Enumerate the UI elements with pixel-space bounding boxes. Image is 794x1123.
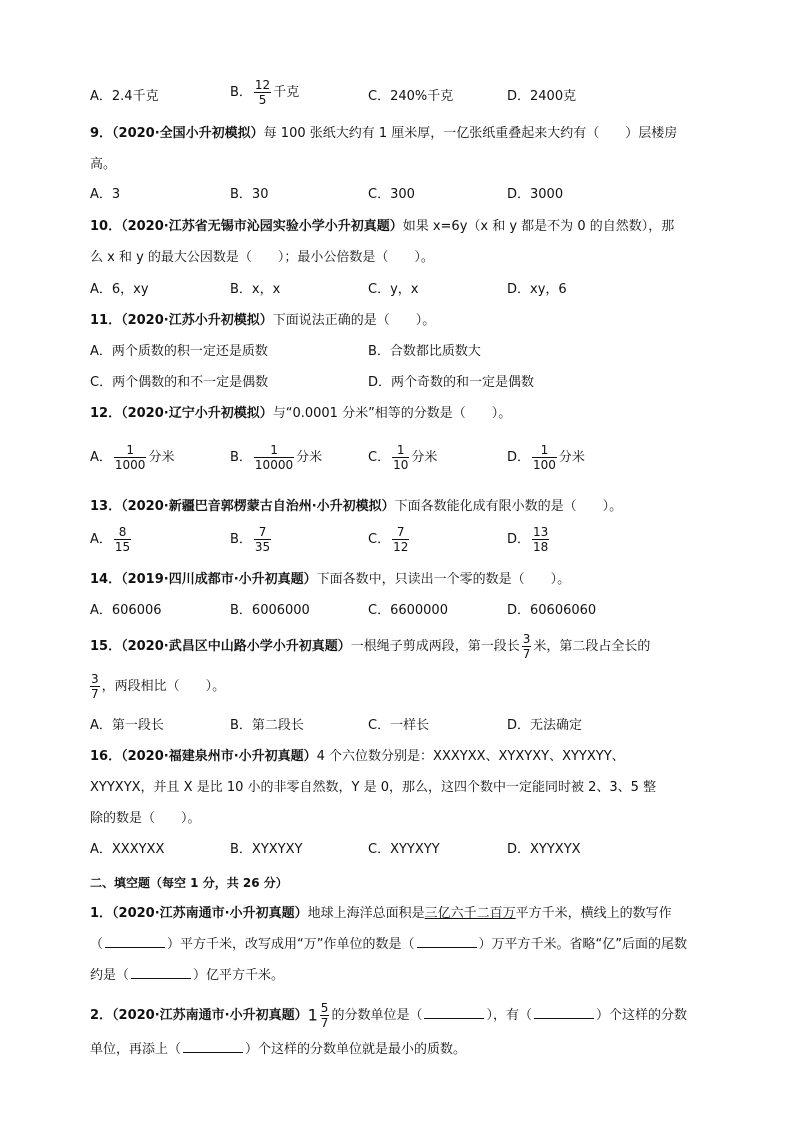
q16-stem-line1 <box>90 747 625 767</box>
f1-stem-text3a: 约是（ <box>90 968 130 983</box>
q10-option-a: A．6，xy <box>90 282 149 297</box>
q13-a-numerator: 8 <box>114 525 131 540</box>
q12-c-denominator: 10 <box>393 458 409 472</box>
q12-c-numerator: 1 <box>392 443 409 458</box>
q14-option-d: D．60606060 <box>507 603 597 618</box>
f2-mixed-number <box>308 1001 332 1030</box>
q15-option-d: D．无法确定 <box>507 718 583 733</box>
q10-option-d: D．xy，6 <box>507 282 567 297</box>
q16-stem-text1: 4 个六位数分别是：XXXYXX、XYXYXY、XYYXYY、 <box>316 749 625 764</box>
q8-option-b-unit: 千克 <box>273 85 300 100</box>
q15-stem-text2: ，两段相比（ ）。 <box>101 679 226 694</box>
q12-option-c <box>368 443 437 472</box>
q8-option-b-letter: B． <box>230 85 252 100</box>
f2-fraction <box>320 1001 330 1030</box>
q12-option-a-letter: A． <box>90 450 112 465</box>
q11-option-d: D．两个奇数的和一定是偶数 <box>368 375 535 390</box>
q15-first-numerator: 3 <box>522 632 531 646</box>
q12-stem-text: 与“0.0001 分米”相等的分数是（ ）。 <box>272 406 512 421</box>
q14-number: 14． <box>90 572 122 587</box>
f2-stem-text1c: ）个这样的分数 <box>595 1008 687 1023</box>
q16-source: （2020·福建泉州市·小升初真题） <box>121 749 317 764</box>
q12-option-b-fraction <box>254 443 294 472</box>
q9-stem-text1: 每 100 张纸大约有 1 厘米厚，一亿张纸重叠起来大约有（ ）层楼房 <box>263 126 678 141</box>
q16-option-b: B．XYXYXY <box>230 842 303 857</box>
q8-option-a: A．2.4千克 <box>90 89 159 104</box>
q15-stem-text1b: 米，第二段占全长的 <box>533 639 651 654</box>
q12-option-d-unit: 分米 <box>558 450 585 465</box>
q11-number: 11． <box>90 313 122 328</box>
q15-option-c: C．一样长 <box>368 718 430 733</box>
q11-stem-text: 下面说法正确的是（ ）。 <box>272 313 436 328</box>
q12-d-denominator: 100 <box>533 458 556 472</box>
q9-stem-line1 <box>90 124 677 144</box>
f1-stem-text2b: ）平方千米，改写成用“万”作单位的数是（ <box>167 937 415 952</box>
f1-stem-text1a: 地球上海洋总面积是 <box>307 906 425 921</box>
q16-number: 16． <box>90 749 122 764</box>
q14-option-b: B．6006000 <box>230 603 310 618</box>
q11-option-a: A．两个质数的积一定还是质数 <box>90 344 268 359</box>
q12-option-d-letter: D． <box>507 450 531 465</box>
q15-stem-line1 <box>90 632 650 661</box>
q8-option-d: D．2400克 <box>507 89 577 104</box>
q13-option-d-letter: D． <box>507 532 531 547</box>
f2-blank-3[interactable] <box>183 1040 243 1053</box>
q12-number: 12． <box>90 406 122 421</box>
q15-second-numerator: 3 <box>91 672 99 686</box>
q12-source: （2020·辽宁小升初模拟） <box>121 406 273 421</box>
q13-b-denominator: 35 <box>254 540 271 554</box>
q10-source: （2020·江苏省无锡市沁园实验小学小升初真题） <box>121 219 403 234</box>
q11-stem <box>90 311 435 331</box>
f1-stem-line2 <box>90 935 687 955</box>
f1-blank-3[interactable] <box>131 966 191 979</box>
q15-stem-text1a: 一根绳子剪成两段，第一段长 <box>350 639 520 654</box>
q13-d-denominator: 18 <box>533 540 549 554</box>
q13-option-a <box>90 525 133 554</box>
q16-option-a: A．XXXYXX <box>90 842 165 857</box>
f1-number: 1． <box>90 906 113 921</box>
q13-stem-text: 下面各数能化成有限小数的是（ ）。 <box>394 499 623 514</box>
q15-source: （2020·武昌区中山路小学小升初真题） <box>121 639 351 654</box>
q9-source: （2020·全国小升初模拟） <box>112 126 264 141</box>
q8-option-b <box>230 78 299 107</box>
q13-option-c <box>368 525 411 554</box>
q13-option-c-letter: C． <box>368 532 391 547</box>
q13-c-denominator: 12 <box>393 540 409 554</box>
f1-blank-1[interactable] <box>105 935 165 948</box>
q8-option-c: C．240%千克 <box>368 89 454 104</box>
q12-option-a <box>90 443 174 472</box>
f2-stem-text1a: 的分数单位是（ <box>331 1008 423 1023</box>
q14-option-a: A．606006 <box>90 603 162 618</box>
f1-stem-text2a: （ <box>90 937 104 952</box>
q16-stem-line2: XYYXYX，并且 X 是比 10 小的非零自然数，Y 是 0，那么，这四个数中一定能同时被 2、3、5 整 <box>90 780 657 795</box>
f2-stem-line1 <box>90 1001 687 1030</box>
f1-stem-line3 <box>90 966 284 986</box>
q13-source: （2020·新疆巴音郭楞蒙古自治州·小升初模拟） <box>121 499 395 514</box>
f1-stem-text1b: 平方千米，横线上的数写作 <box>515 906 672 921</box>
q12-b-denominator: 10000 <box>254 458 294 472</box>
q12-a-numerator: 1 <box>114 443 147 458</box>
q9-option-c: C．300 <box>368 187 415 202</box>
f2-numerator: 5 <box>320 1001 329 1015</box>
q12-option-c-letter: C． <box>368 450 391 465</box>
f1-stem-text3b: ）亿平方千米。 <box>193 968 285 983</box>
q13-option-d-fraction <box>532 525 549 554</box>
f2-blank-1[interactable] <box>424 1006 484 1019</box>
q10-option-b: B．x，x <box>230 282 281 297</box>
f2-denominator: 7 <box>320 1016 329 1030</box>
f2-blank-2[interactable] <box>534 1006 594 1019</box>
q13-option-a-fraction <box>114 525 131 554</box>
q9-option-b: B．30 <box>230 187 269 202</box>
q10-option-c: C．y，x <box>368 282 419 297</box>
f1-stem-line1 <box>90 904 672 924</box>
q13-option-b <box>230 525 273 554</box>
q13-option-b-letter: B． <box>230 532 252 547</box>
q15-option-b: B．第二段长 <box>230 718 304 733</box>
q13-b-numerator: 7 <box>254 525 271 540</box>
q12-a-denominator: 1000 <box>114 458 146 472</box>
q11-source: （2020·江苏小升初模拟） <box>121 313 273 328</box>
q12-option-c-unit: 分米 <box>411 450 438 465</box>
q14-source: （2019·四川成都市·小升初真题） <box>121 572 317 587</box>
q8-fraction <box>254 78 271 107</box>
q15-fraction-first <box>522 632 532 661</box>
q15-second-denominator: 7 <box>91 687 99 701</box>
q15-fraction-second <box>90 672 100 701</box>
q12-option-a-fraction <box>114 443 147 472</box>
q10-stem-text1: 如果 x=6y（x 和 y 都是不为 0 的自然数），那 <box>402 219 675 234</box>
q13-d-numerator: 13 <box>533 525 549 539</box>
q12-b-numerator: 1 <box>254 443 294 458</box>
q12-option-b <box>230 443 322 472</box>
q10-stem-line2: 么 x 和 y 的最大公因数是（ ）；最小公倍数是（ ）。 <box>90 250 434 265</box>
q12-option-c-fraction <box>392 443 409 472</box>
f1-underlined-number: 三亿六千二百万 <box>424 906 516 921</box>
q15-number: 15． <box>90 639 122 654</box>
q13-stem <box>90 497 622 517</box>
q10-stem-line1 <box>90 217 674 237</box>
q12-stem <box>90 404 511 424</box>
q9-stem-line2: 高。 <box>90 157 117 172</box>
q15-first-denominator: 7 <box>522 647 531 661</box>
q15-option-a: A．第一段长 <box>90 718 164 733</box>
f2-stem-text1b: ），有（ <box>486 1008 532 1023</box>
q12-d-numerator: 1 <box>532 443 557 458</box>
f1-blank-2[interactable] <box>417 935 477 948</box>
q16-option-d: D．XYYXYX <box>507 842 581 857</box>
q11-option-c: C．两个偶数的和不一定是偶数 <box>90 375 269 390</box>
q8-frac-denominator: 5 <box>258 93 267 107</box>
q13-option-a-letter: A． <box>90 532 112 547</box>
q9-option-d: D．3000 <box>507 187 564 202</box>
section-fill-blanks-title: 二、填空题（每空 1 分，共 26 分） <box>90 876 288 890</box>
q12-option-b-unit: 分米 <box>296 450 323 465</box>
f2-stem-text2a: 单位，再添上（ <box>90 1042 182 1057</box>
q16-stem-line3: 除的数是（ ）。 <box>90 811 201 826</box>
q16-option-c: C．XYYXYY <box>368 842 440 857</box>
f2-whole-part: 1 <box>307 1005 318 1025</box>
q13-option-c-fraction <box>392 525 409 554</box>
q9-option-a: A．3 <box>90 187 121 202</box>
q13-option-d <box>507 525 551 554</box>
f2-stem-line2 <box>90 1040 466 1060</box>
q12-option-d-fraction <box>532 443 557 472</box>
q14-option-c: C．6600000 <box>368 603 448 618</box>
q13-a-denominator: 15 <box>114 540 131 554</box>
q8-frac-numerator: 12 <box>254 78 271 92</box>
q10-number: 10． <box>90 219 122 234</box>
f2-stem-text2b: ）个这样的分数单位就是最小的质数。 <box>245 1042 467 1057</box>
f1-stem-text2c: ）万平方千米。省略“亿”后面的尾数 <box>478 937 687 952</box>
q13-option-b-fraction <box>254 525 271 554</box>
q11-option-b: B．合数都比质数大 <box>368 344 481 359</box>
f2-number: 2． <box>90 1008 113 1023</box>
q15-stem-line2 <box>88 672 225 701</box>
f1-source: （2020·江苏南通市·小升初真题） <box>112 906 308 921</box>
q14-stem <box>90 570 570 590</box>
q14-stem-text: 下面各数中，只读出一个零的数是（ ）。 <box>316 572 571 587</box>
q13-number: 13． <box>90 499 122 514</box>
q12-option-d <box>507 443 585 472</box>
q9-number: 9． <box>90 126 113 141</box>
f2-source: （2020·江苏南通市·小升初真题） <box>112 1008 308 1023</box>
q12-option-b-letter: B． <box>230 450 252 465</box>
q12-option-a-unit: 分米 <box>148 450 175 465</box>
q13-c-numerator: 7 <box>392 525 409 540</box>
